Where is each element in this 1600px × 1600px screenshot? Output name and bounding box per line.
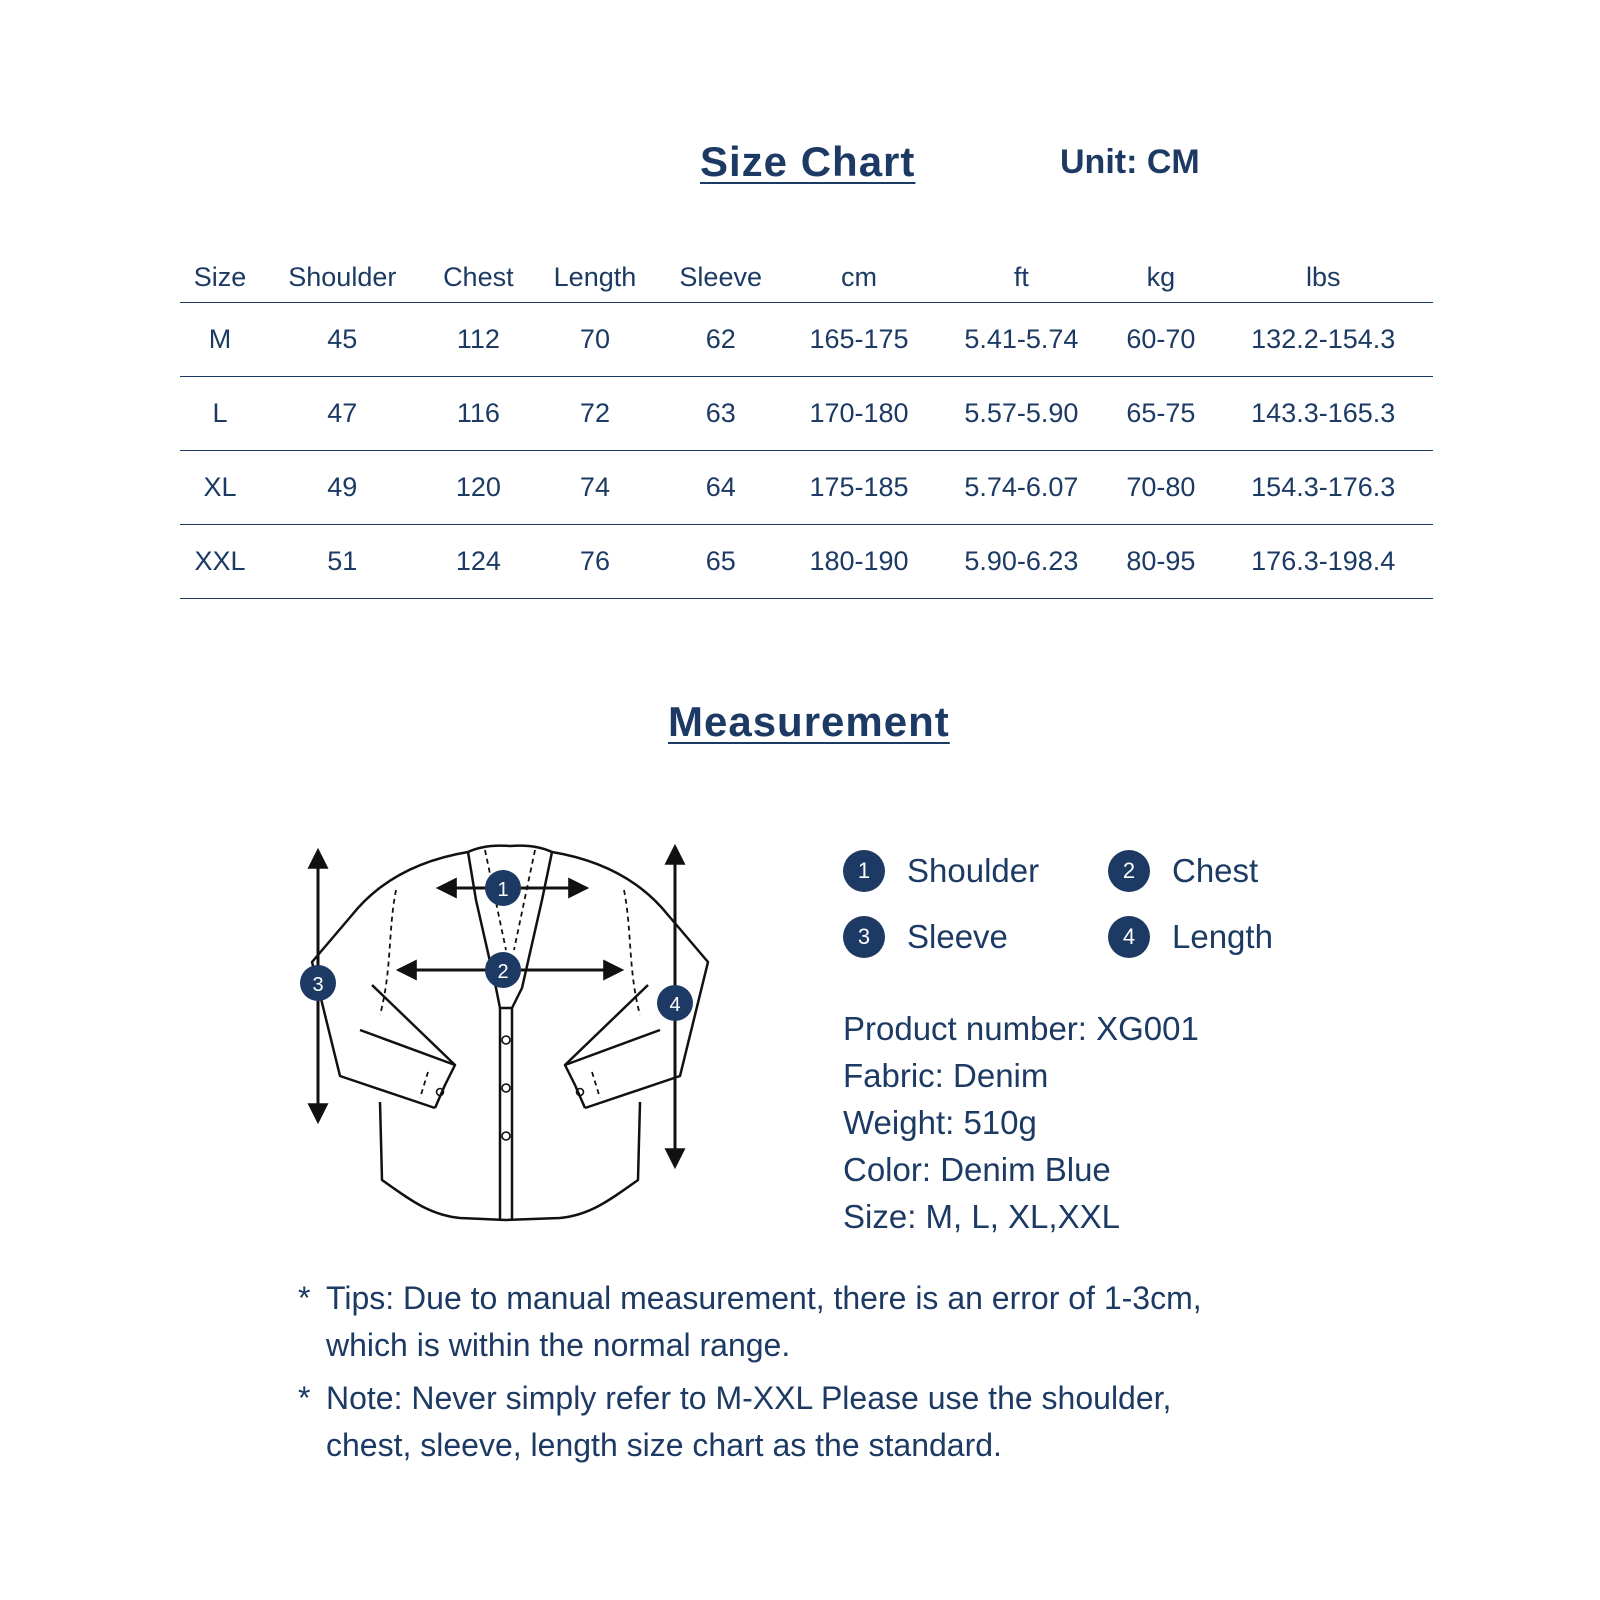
header-size: Size — [180, 252, 260, 303]
cell-size: M — [180, 303, 260, 377]
cell-sleeve: 64 — [658, 451, 784, 525]
cell-ft: 5.74-6.07 — [935, 451, 1109, 525]
header-cm: cm — [784, 252, 935, 303]
product-sizes: Size: M, L, XL,XXL — [843, 1198, 1120, 1235]
legend-item-length — [1108, 916, 1273, 958]
svg-text:2: 2 — [497, 961, 509, 983]
table-row — [180, 525, 1433, 599]
legend-badge: 4 — [1108, 916, 1150, 958]
cell-kg: 70-80 — [1108, 451, 1213, 525]
standard-note — [298, 1375, 1338, 1469]
marker-2 — [485, 952, 521, 988]
cell-chest: 112 — [425, 303, 532, 377]
legend-label: Shoulder — [907, 852, 1040, 889]
legend-item-sleeve — [843, 916, 1008, 958]
tips-note — [298, 1275, 1338, 1369]
svg-text:4: 4 — [669, 994, 681, 1016]
marker-1 — [485, 870, 521, 906]
size-table — [180, 252, 1433, 599]
size-chart-title: Size Chart — [700, 138, 916, 185]
cell-chest: 124 — [425, 525, 532, 599]
notes — [298, 1275, 1338, 1475]
cell-sleeve: 63 — [658, 377, 784, 451]
cell-chest: 120 — [425, 451, 532, 525]
cell-shoulder: 47 — [260, 377, 425, 451]
product-weight: Weight: 510g — [843, 1104, 1037, 1141]
legend-label: Length — [1172, 918, 1273, 955]
product-color: Color: Denim Blue — [843, 1151, 1111, 1188]
cell-chest: 116 — [425, 377, 532, 451]
note-line: Note: Never simply refer to M-XXL Please use the shoulder, — [326, 1380, 1172, 1416]
table-row — [180, 303, 1433, 377]
header-kg: kg — [1108, 252, 1213, 303]
unit-label: Unit: CM — [1060, 143, 1200, 181]
legend-badge: 2 — [1108, 850, 1150, 892]
cell-sleeve: 62 — [658, 303, 784, 377]
header-shoulder: Shoulder — [260, 252, 425, 303]
header-chest: Chest — [425, 252, 532, 303]
header-sleeve: Sleeve — [658, 252, 784, 303]
product-number: Product number: XG001 — [843, 1010, 1199, 1047]
header-ft: ft — [935, 252, 1109, 303]
legend-label: Sleeve — [907, 918, 1008, 955]
product-info — [843, 1005, 1199, 1240]
marker-3 — [300, 965, 336, 1001]
cell-size: XL — [180, 451, 260, 525]
cell-shoulder: 49 — [260, 451, 425, 525]
note-bullet: * — [298, 1380, 311, 1416]
legend-item-chest — [1108, 850, 1258, 892]
cell-kg: 65-75 — [1108, 377, 1213, 451]
legend-badge: 1 — [843, 850, 885, 892]
cell-cm: 165-175 — [784, 303, 935, 377]
marker-4 — [657, 985, 693, 1021]
cell-shoulder: 51 — [260, 525, 425, 599]
legend-item-shoulder — [843, 850, 1039, 892]
svg-text:1: 1 — [497, 879, 509, 901]
buttons — [437, 1036, 584, 1140]
note-line: chest, sleeve, length size chart as the standard. — [326, 1427, 1002, 1463]
cell-cm: 180-190 — [784, 525, 935, 599]
note-line: which is within the normal range. — [326, 1327, 791, 1363]
cell-length: 74 — [532, 451, 658, 525]
cell-ft: 5.57-5.90 — [935, 377, 1109, 451]
cell-ft: 5.41-5.74 — [935, 303, 1109, 377]
cell-sleeve: 65 — [658, 525, 784, 599]
cell-lbs: 132.2-154.3 — [1213, 303, 1433, 377]
jacket-diagram — [300, 840, 720, 1230]
svg-text:3: 3 — [312, 974, 324, 996]
cell-kg: 80-95 — [1108, 525, 1213, 599]
table-row — [180, 377, 1433, 451]
cell-length: 70 — [532, 303, 658, 377]
legend-label: Chest — [1172, 852, 1259, 889]
header-length: Length — [532, 252, 658, 303]
cell-lbs: 176.3-198.4 — [1213, 525, 1433, 599]
cell-size: XXL — [180, 525, 260, 599]
measurement-legend — [843, 850, 1363, 990]
cell-lbs: 154.3-176.3 — [1213, 451, 1433, 525]
cell-kg: 60-70 — [1108, 303, 1213, 377]
cell-size: L — [180, 377, 260, 451]
note-bullet: * — [298, 1280, 311, 1316]
cell-lbs: 143.3-165.3 — [1213, 377, 1433, 451]
measurement-title: Measurement — [668, 698, 950, 745]
cell-length: 72 — [532, 377, 658, 451]
cell-cm: 175-185 — [784, 451, 935, 525]
table-row — [180, 451, 1433, 525]
table-header-row — [180, 252, 1433, 303]
cell-length: 76 — [532, 525, 658, 599]
cell-ft: 5.90-6.23 — [935, 525, 1109, 599]
cell-shoulder: 45 — [260, 303, 425, 377]
note-line: Tips: Due to manual measurement, there is an error of 1-3cm, — [326, 1280, 1202, 1316]
cell-cm: 170-180 — [784, 377, 935, 451]
header-lbs: lbs — [1213, 252, 1433, 303]
product-fabric: Fabric: Denim — [843, 1057, 1049, 1094]
legend-badge: 3 — [843, 916, 885, 958]
